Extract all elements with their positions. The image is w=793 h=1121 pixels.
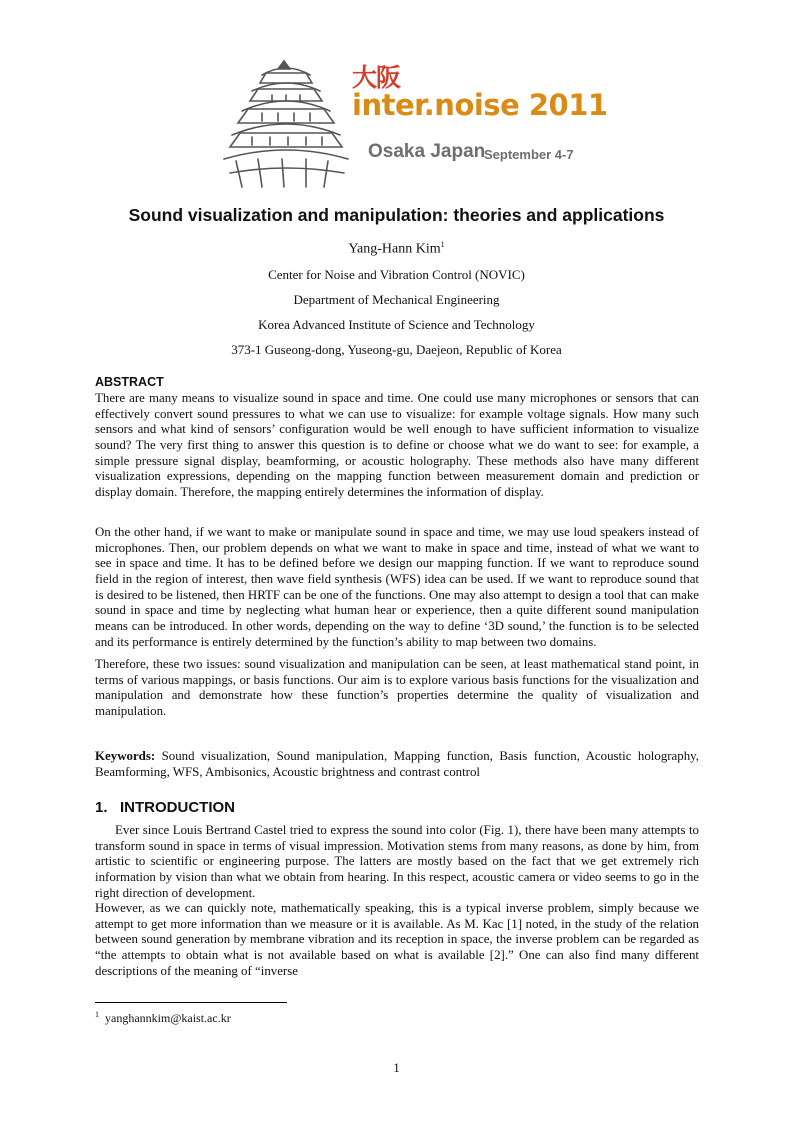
intro-paragraph: Ever since Louis Bertrand Castel tried to express the sound into color (Fig. 1), there have been many attempts to transform sound in space in terms of visual impression. Motivation stems from many reasons, as done by him, from artistic to scientific or engineering purpose. The latters are mostly based on the fact that we get extremely rich information by vision than what we obtain from hearing. In this respect, acoustic camera or video seems to go in the right direction of development. [95,823,699,900]
affiliation-department: Department of Mechanical Engineering [293,292,500,307]
keywords-list: Sound visualization, Sound manipulation, Mapping function, Basis function, Acoustic holography, Beamforming, WFS, Ambisonics, Acoustic brightness and contrast control [95,749,699,779]
logo-conference-name: inter.noise 2011 [352,88,608,122]
keywords [95,749,699,780]
conference-logo [222,55,608,190]
abstract-heading: ABSTRACT [95,375,164,389]
abstract-paragraph: Therefore, these two issues: sound visualization and manipulation can be seen, at least mathematical stand point, in terms of various mappings, or basis functions. Our aim is to explore various basis functions for the visualization and manipulation and demonstrate how these function’s properties determine the quality of visualization and manipulation. [95,657,699,718]
author-line [0,240,793,258]
logo-kanji: 大阪 [352,63,401,92]
abstract-paragraph: There are many means to visualize sound in space and time. One could use many microphones or sensors that can effectively convert sound pressures to what we can use to visualize: for example voltage signals. How many such sensors and what kind of sensors’ configuration would be well enough to have sufficient information to visualize sound? The very first thing to answer this question is to define or choose what we do want to see: for example, a simple pressure signal display, beamforming, or acoustic holography. These methods also have many different visualization expressions, depending on the mapping function between measurement domain and prediction or display domain. Therefore, the mapping entirely determines the information of display. [95,391,699,499]
intro-paragraph: However, as we can quickly note, mathematically speaking, this is a typical inverse problem, simply because we attempt to get more information than we measure or it is available. As M. Kac [1] noted, in the study of the relation between sound generation by membrane vibration and its reception in space, the inverse problem can be regarded as “the attempts to obtain what is not available based on what is available [2].” One can also find many different descriptions of the meaning of “inverse [95,901,699,978]
abstract-paragraph: On the other hand, if we want to make or manipulate sound in space and time, we may use loud speakers instead of microphones. Then, our problem depends on what we want to make in space and time, instead of what we want to see in space and time. It has to be defined before we design our mapping function. If we want to reproduce sound field in the region of interest, then wave field synthesis (WFS) idea can be used. If we want to reproduce sound that is desired to be listened, then HRTF can be one of the functions. One may also attempt to design a tool that can make sound in space and time by neglecting what human hear or experience, then a quite different sound manipulation means can be introduced. In other words, depending on the way to define ‘3D sound,’ the function is to be selected and its performance is entirely determined by the function’s ability to map between two domains. [95,525,699,649]
author-name: Yang-Hann Kim [348,241,441,257]
logo-place: Osaka Japan [368,141,486,162]
affiliation-institute: Korea Advanced Institute of Science and Technology [258,317,535,332]
keywords-label: Keywords: [95,749,156,763]
author-footnote-mark: 1 [440,240,445,249]
section-heading: 1. INTRODUCTION [95,799,236,816]
footnote [95,1010,231,1026]
footnote-mark: 1 [95,1010,99,1019]
affiliation-center: Center for Noise and Vibration Control (NOVIC) [268,267,525,282]
paper-title: Sound visualization and manipulation: theories and applications [128,205,665,225]
affiliation-address: 373-1 Guseong-dong, Yuseong-gu, Daejeon, Republic of Korea [231,342,562,357]
page-number: 1 [393,1060,400,1075]
footnote-email: yanghannkim@kaist.ac.kr [105,1011,231,1025]
logo-dates: September 4-7 [484,147,574,162]
castle-icon [222,55,352,190]
footnote-divider [95,1002,287,1003]
